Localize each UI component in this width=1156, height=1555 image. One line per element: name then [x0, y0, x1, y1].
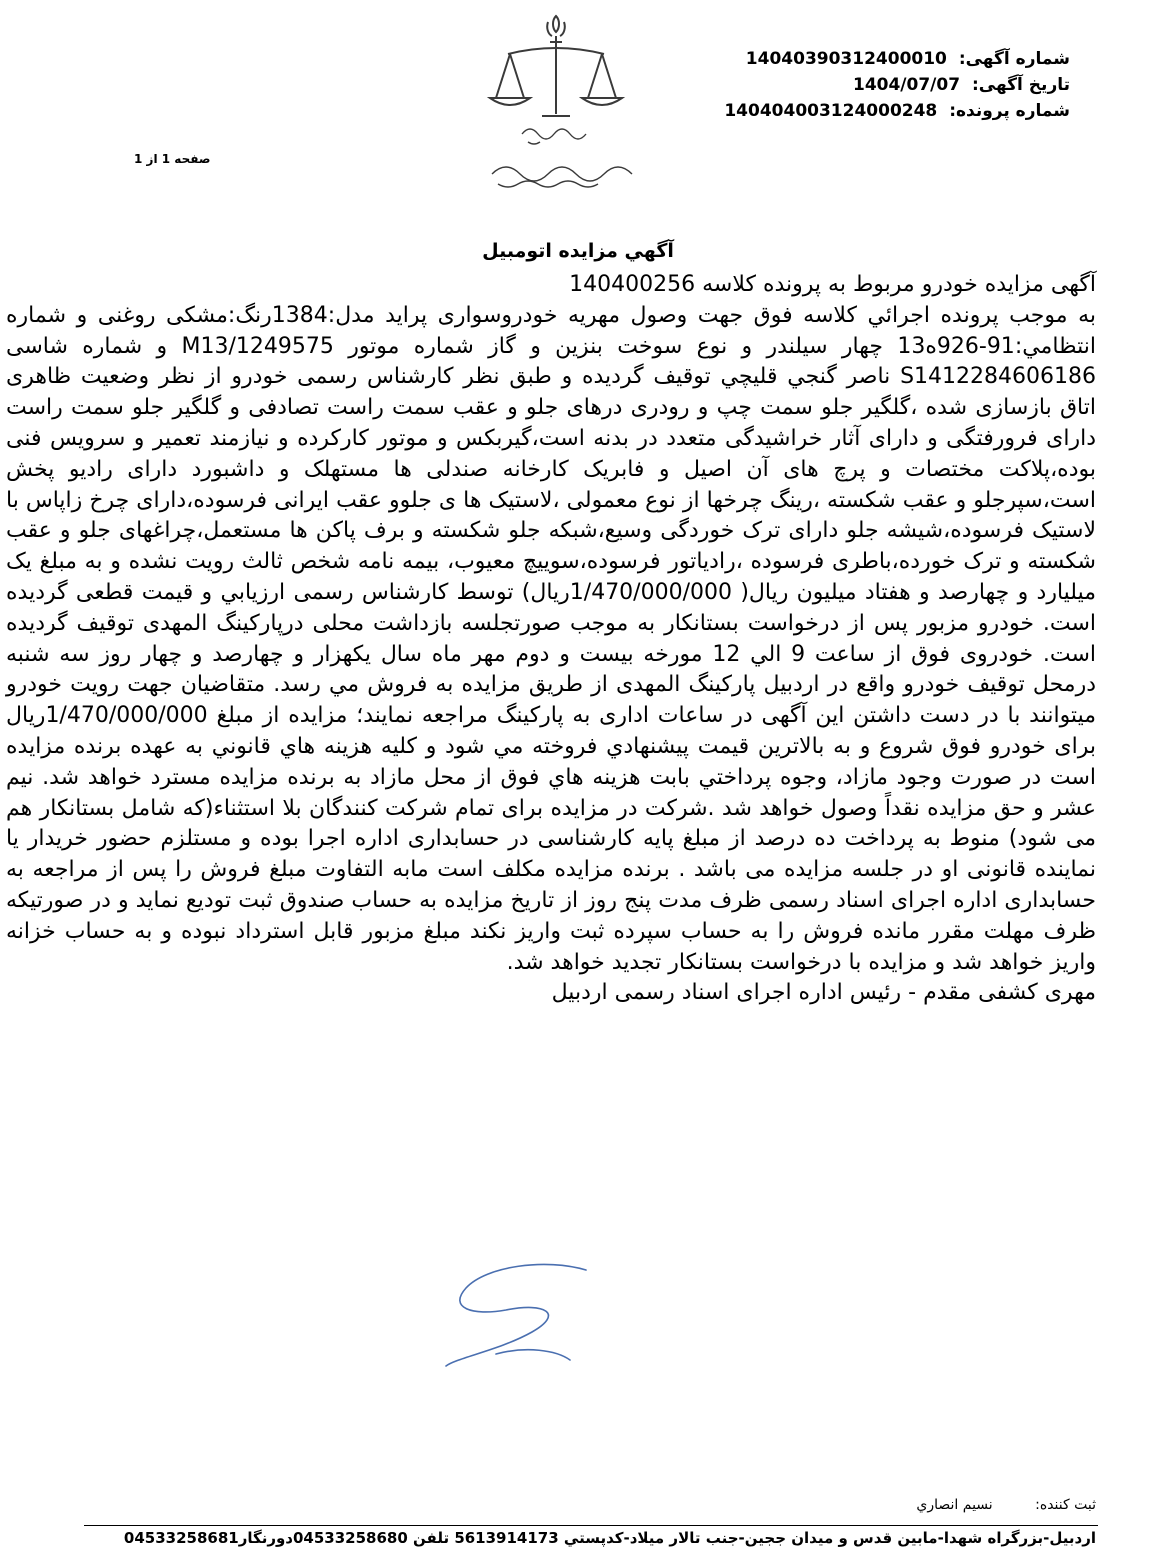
notice-date: 1404/07/07 — [852, 75, 961, 95]
notice-meta — [724, 46, 1070, 124]
case-number: 140404003124000248 — [724, 101, 938, 121]
notice-date-label: تاریخ آگهی: — [971, 75, 1070, 95]
notice-number-label: شماره آگهی: — [958, 49, 1070, 69]
notice-date-row — [724, 72, 1070, 98]
judiciary-emblem-icon — [468, 6, 644, 192]
notice-body — [6, 270, 1096, 1009]
notice-title: آگهي مزايده اتومبيل — [482, 240, 674, 262]
page-number: صفحه 1 از 1 — [134, 152, 211, 166]
registrar-line — [0, 1497, 1096, 1513]
signature-icon — [436, 1254, 606, 1374]
notice-number: 14040390312400010 — [745, 49, 947, 69]
body-heading-line: آگهی مزایده خودرو مربوط به پرونده کلاسه 140400256 — [569, 272, 1096, 297]
case-number-label: شماره پرونده: — [949, 101, 1070, 121]
case-number-row — [724, 98, 1070, 124]
body-main-paragraph: به موجب پرونده اجرائي كلاسه فوق جهت وصول مهريه خودروسواری پراید مدل:1384رنگ:مشکی روغنی و شماره انتظامي:91-926ه13 چهار سیلندر و نوع سوخت بنزین و گاز شماره موتور M13/1249575 و شماره شاسی S1412284606186 ناصر گنجي قليچي توقيف گرديده و طبق نظر کارشناس رسمی خودرو از نظر وضعیت ظاهری اتاق بازسازی شده ،گلگیر جلو سمت چپ و رودری درهای جلو و عقب سمت راست تصادفی و گلگیر جلو سمت راست دارای فرورفتگی و دارای آثار خراشیدگی متعدد در بدنه است،گیربکس و موتور کارکرده و نیازمند تعمیر و سرویس فنی بوده،پلاکت مختصات و پرچ های آن اصیل و فابریک کارخانه صندلی ها مستهلک و داشبورد دارای رادیو پخش است،سپرجلو و عقب شکسته ،رینگ چرخها از نوع معمولی ،لاستیک ها ی جلوو عقب ایرانی فرسوده،دارای چرخ زاپاس با لاستیک فرسوده،شیشه جلو دارای ترک خوردگی وسیع،شبکه جلو شکسته و برف پاکن ها مستعمل،چراغهای جلو و عقب شکسته و ترک خورده،باطری فرسوده ،رادیاتور فرسوده،سوییچ معیوب، بیمه نامه شخص ثالث رویت نشده و به مبلغ یک میلیارد و چهارصد و هفتاد میلیون ریال( 1/470/000/000ریال) توسط کارشناس رسمی ارزيابي و قیمت قطعی گردیده است. خودرو مزبور پس از درخواست بستانکار به موجب صورتجلسه بازداشت محلی درپارکینگ المهدی توقیف گردیده است. خودروی فوق از ساعت 9 الي 12 مورخه بیست و دوم مهر ماه سال یکهزار و چهارصد و چهار روز سه شنبه درمحل توقیف خودرو واقع در اردبیل پارکینگ المهدی از طريق مزايده به فروش مي رسد. متقاضيان جهت رويت خودرو ميتوانند با در دست داشتن اين آگهی در ساعات اداری به پارکینگ مراجعه نمایند؛ مزایده از مبلغ 1/470/000/000ریال برای خودرو فوق شروع و به بالاترين قيمت پيشنهادي فروخته مي شود و كليه هزينه هاي قانوني به عهده برنده مزايده است در صورت وجود مازاد، وجوه پرداختي بابت هزينه هاي فوق از محل مازاد به برنده مزايده مسترد خواهد شد. نیم عشر و حق مزایده نقداً وصول خواهد شد .شرکت در مزایده برای تمام شرکت کنندگان بلا استثناء(که شامل بستانکار هم می شود) منوط به پرداخت ده درصد از مبلغ پایه کارشناسی در حسابداری اداره اجرا بوده و مستلزم حضور خریدار یا نماینده قانونی او در جلسه مزایده می باشد . برنده مزایده مکلف است مابه التفاوت مبلغ فروش را پس از مراجعه به حسابداری اداره اجرای اسناد رسمی ظرف مدت پنج روز از تاریخ مزایده به حساب صندوق ثبت تودیع نماید و در صورتیکه ظرف مهلت مقرر مانده فروش را به حساب سپرده ثبت واریز نکند مبلغ مزبور قابل استرداد نبوده و به حساب خزانه واریز خواهد شد و مزایده با درخواست بستانکار تجدید خواهد شد. — [6, 302, 1096, 975]
footer-divider — [84, 1525, 1098, 1526]
footer-address: اردبیل-بزرگراه شهدا-مابین قدس و میدان ججین-جنب تالار میلاد-کدپستي 5613914173 تلفن 04533258680دورنگار04533258681 — [123, 1529, 1096, 1547]
registrar-name: نسيم انصاري — [916, 1497, 993, 1513]
body-signatory-line: مهری کشفی مقدم - رئیس اداره اجرای اسناد رسمی اردبیل — [551, 980, 1096, 1006]
registrar-label: ثبت کننده: — [1035, 1497, 1096, 1513]
notice-number-row — [724, 46, 1070, 72]
